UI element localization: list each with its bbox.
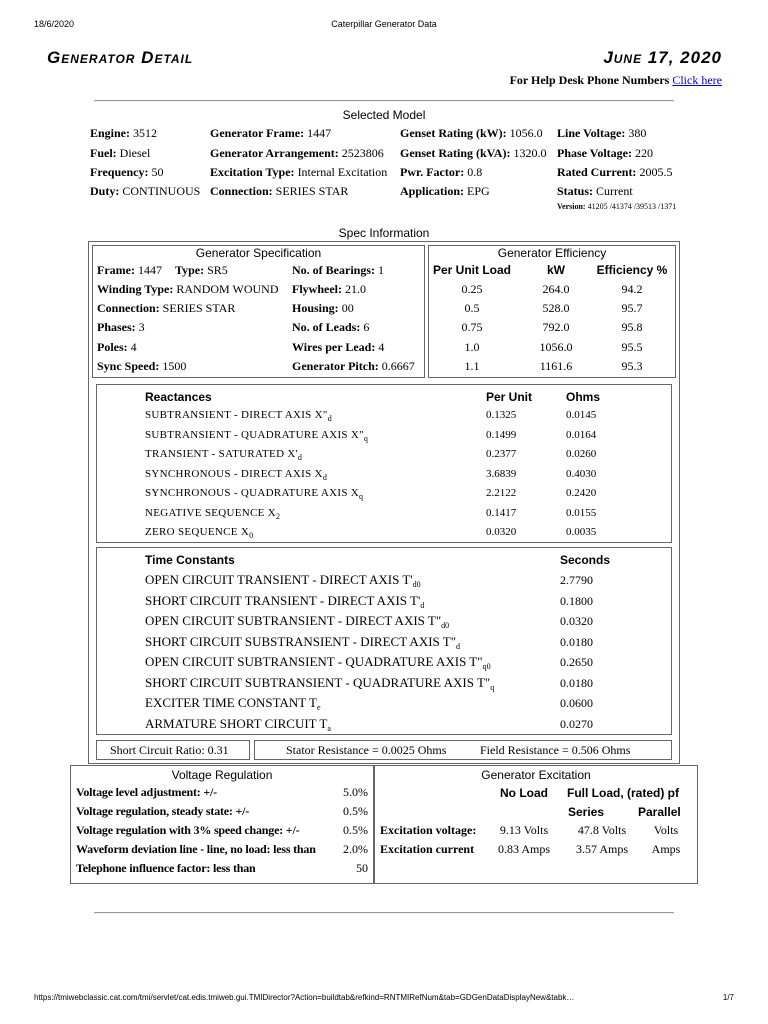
gen-spec-field-label: Generator Pitch:: [292, 359, 379, 373]
voltage-reg-heading: Voltage Regulation: [171, 768, 273, 782]
gen-eff-cell: 0.5: [464, 301, 480, 315]
help-line: [510, 73, 722, 88]
gen-exc-col-series: Series: [568, 805, 605, 819]
print-title: Caterpillar Generator Data: [331, 19, 437, 29]
gen-spec-field: [292, 282, 366, 297]
gen-exc-series: 47.8 Volts: [577, 823, 627, 837]
time-constant-seconds: 0.0320: [560, 614, 593, 628]
gen-spec-field-label: No. of Bearings:: [292, 263, 375, 277]
voltage-reg-label: Voltage regulation, steady state: +/-: [76, 804, 250, 818]
reactance-pu: 0.2377: [486, 448, 517, 460]
reactance-ohms: 0.0145: [566, 409, 597, 421]
short-circuit-ratio: Short Circuit Ratio: 0.31: [110, 743, 229, 757]
time-constant-subscript: d0: [412, 580, 421, 589]
reactance-label: NEGATIVE SEQUENCE X: [145, 506, 276, 519]
gen-spec-field-label: Sync Speed:: [97, 359, 160, 373]
model-field: [557, 126, 646, 141]
model-field: [400, 184, 490, 199]
gen-exc-label: Excitation current: [380, 842, 475, 856]
time-constant-seconds: 0.0180: [560, 675, 593, 690]
gen-exc-noload: 0.83 Amps: [497, 842, 550, 856]
gen-eff-col-header: Efficiency %: [596, 263, 668, 277]
gen-spec-field-value: RANDOM WOUND: [176, 282, 279, 296]
gen-eff-cell: 1056.0: [539, 340, 573, 354]
model-field-label: Generator Frame:: [210, 126, 305, 140]
gen-spec-field: [97, 282, 279, 297]
gen-eff-cell: 792.0: [542, 320, 570, 334]
time-constants-heading: Time Constants: [145, 553, 235, 567]
reactance-subscript: q: [363, 433, 369, 443]
gen-spec-field-value: 00: [341, 301, 354, 315]
model-field-label: Line Voltage:: [557, 126, 626, 140]
time-constant-subscript: d0: [441, 621, 450, 630]
time-constant-subscript: e: [316, 703, 321, 712]
gen-spec-field: [97, 340, 137, 355]
print-date: 18/6/2020: [34, 19, 75, 29]
gen-spec-field: [175, 263, 228, 278]
model-field-value: 2523806: [341, 146, 384, 160]
gen-eff-cell: 1.0: [464, 340, 480, 354]
time-constant-label: OPEN CIRCUIT SUBTRANSIENT - QUADRATURE AXIS T": [145, 654, 483, 669]
reactance-label: SUBTRANSIENT - DIRECT AXIS X": [145, 409, 328, 421]
reactance-name: [145, 507, 280, 519]
gen-eff-cell: 95.7: [621, 301, 643, 315]
time-constant-name: [145, 716, 331, 732]
model-field-value: 0.8: [467, 165, 483, 179]
model-field: [90, 165, 163, 180]
time-constant-name: [145, 593, 424, 609]
gen-spec-field-label: Type:: [175, 263, 205, 277]
gen-exc-col-full: Full Load, (rated) pf: [567, 786, 679, 800]
gen-exc-label: Excitation voltage:: [380, 823, 477, 837]
reactance-pu: 0.0320: [486, 526, 517, 538]
model-field: [400, 146, 546, 161]
page-title: Generator Detail: [47, 48, 194, 67]
model-field-value: Current: [596, 184, 633, 198]
reactance-label: SYNCHRONOUS - QUADRATURE AXIS X: [145, 487, 360, 499]
gen-eff-cell: 95.3: [621, 359, 643, 373]
model-field: [400, 165, 482, 180]
selected-model-heading: Selected Model: [342, 108, 426, 122]
gen-spec-field-value: 4: [378, 340, 385, 354]
model-field-value: 1056.0: [509, 126, 543, 140]
model-field-label: Generator Arrangement:: [210, 146, 339, 160]
gen-exc-parallel: Volts: [653, 823, 679, 837]
time-constant-name: [145, 654, 491, 670]
gen-spec-field-value: 6: [363, 320, 370, 334]
divider-top: [94, 100, 674, 102]
reactances-col-ohms: Ohms: [566, 390, 601, 404]
time-constant-seconds: 0.1800: [560, 593, 593, 608]
gen-eff-cell: 95.5: [621, 340, 643, 354]
gen-eff-cell: 264.0: [542, 282, 570, 296]
gen-spec-field-value: 4: [130, 340, 137, 354]
field-resistance: Field Resistance = 0.506 Ohms: [480, 743, 631, 757]
gen-exc-noload: 9.13 Volts: [499, 823, 549, 837]
reactance-name: [145, 468, 327, 480]
gen-spec-field-label: Poles:: [97, 340, 128, 354]
time-constant-name: [145, 572, 421, 588]
gen-spec-field-label: Phases:: [97, 320, 136, 334]
model-field-label: Genset Rating (kVA):: [400, 146, 511, 160]
time-constant-label: SHORT CIRCUIT SUBSTRANSIENT - DIRECT AXIS T": [145, 633, 457, 649]
gen-spec-field-label: Wires per Lead:: [292, 340, 376, 354]
gen-spec-field-label: Connection:: [97, 301, 160, 315]
model-field-label: Pwr. Factor:: [400, 165, 465, 179]
stator-resistance: Stator Resistance = 0.0025 Ohms: [286, 743, 447, 757]
reactance-subscript: d: [322, 472, 328, 482]
gen-eff-cell: 1.1: [464, 359, 480, 373]
gen-spec-field-label: Winding Type:: [97, 282, 174, 296]
reactance-ohms: 0.0164: [566, 428, 597, 441]
model-field-label: Phase Voltage:: [557, 146, 632, 160]
time-constant-seconds: 0.0180: [560, 634, 593, 649]
model-field-label: Engine:: [90, 126, 131, 140]
page-date: June 17, 2020: [603, 48, 722, 67]
time-constant-label: OPEN CIRCUIT TRANSIENT - DIRECT AXIS T': [145, 572, 413, 587]
model-field: [210, 165, 387, 180]
voltage-reg-value: 0.5%: [343, 823, 368, 837]
reactance-name: [145, 429, 368, 441]
reactance-ohms: 0.0155: [566, 506, 597, 519]
time-constant-name: [145, 675, 494, 691]
time-constant-subscript: a: [327, 723, 331, 733]
gen-eff-cell: 528.0: [542, 301, 570, 315]
gen-spec-field: [292, 320, 369, 335]
gen-exc-series: 3.57 Amps: [575, 842, 628, 856]
model-field-label: Duty:: [90, 184, 120, 198]
model-field: [210, 126, 331, 141]
gen-spec-field: [292, 340, 384, 355]
gen-eff-cell: 94.2: [621, 282, 643, 296]
gen-exc-col-noload: No Load: [500, 786, 548, 800]
model-field-label: Fuel:: [90, 146, 117, 160]
version-info: [557, 202, 677, 212]
spec-info-heading: Spec Information: [338, 226, 430, 240]
time-constant-label: SHORT CIRCUIT SUBTRANSIENT - QUADRATURE AXIS T": [145, 674, 491, 690]
model-field: [557, 165, 672, 180]
gen-exc-col-parallel: Parallel: [638, 805, 681, 819]
model-field: [210, 146, 384, 161]
reactance-pu: 0.1417: [486, 506, 517, 519]
gen-exc-parallel: Amps: [651, 842, 681, 856]
time-constant-label: SHORT CIRCUIT TRANSIENT - DIRECT AXIS T': [145, 592, 421, 608]
time-constant-name: [145, 695, 321, 711]
reactance-pu: 3.6839: [486, 467, 517, 480]
gen-spec-field-value: SR5: [207, 263, 228, 277]
time-constant-seconds: 2.7790: [560, 573, 593, 587]
model-field-value: SERIES STAR: [275, 184, 349, 198]
gen-spec-field-value: 21.0: [345, 282, 366, 296]
time-constant-subscript: d: [420, 600, 425, 610]
gen-eff-col-header: Per Unit Load: [432, 263, 511, 277]
model-field-label: Connection:: [210, 184, 273, 198]
model-field-label: Status:: [557, 184, 594, 198]
voltage-reg-value: 2.0%: [343, 842, 368, 856]
version-label: Version:: [557, 202, 586, 211]
voltage-reg-value: 50: [356, 861, 368, 875]
model-field-value: 220: [635, 146, 653, 160]
time-constant-name: [145, 634, 460, 650]
reactance-subscript: 2: [275, 511, 281, 521]
reactance-ohms: 0.4030: [566, 467, 597, 480]
model-field-value: 380: [628, 126, 647, 140]
model-field: [400, 126, 543, 141]
gen-spec-field: [292, 263, 384, 278]
gen-spec-field-label: Frame:: [97, 263, 135, 277]
model-field: [210, 184, 348, 199]
gen-spec-field: [292, 359, 415, 374]
time-constants-col-sec: Seconds: [560, 553, 611, 567]
print-page: 1/7: [722, 993, 734, 1002]
gen-eff-cell: 1161.6: [539, 359, 573, 373]
time-constant-label: ARMATURE SHORT CIRCUIT T: [145, 715, 328, 731]
help-link[interactable]: Click here: [672, 73, 722, 87]
time-constant-subscript: q: [490, 682, 495, 692]
print-url: https://tmiwebclassic.cat.com/tmi/servlet/cat.edis.tmiweb.gui.TMIDirector?Action=buildtab&refkind=RNTMIRefNum&tab=GDGenDataDisplayNew&tabk…: [34, 993, 575, 1002]
model-field-label: Frequency:: [90, 165, 149, 179]
model-field-value: 3512: [133, 126, 158, 140]
time-constant-label: EXCITER TIME CONSTANT T: [145, 695, 317, 710]
gen-eff-cell: 0.75: [461, 320, 483, 334]
reactance-subscript: d: [327, 414, 332, 423]
model-field-value: 1447: [307, 126, 332, 140]
gen-eff-col-header: kW: [547, 263, 565, 277]
gen-spec-field-label: Housing:: [292, 301, 339, 315]
reactance-label: ZERO SEQUENCE X: [145, 526, 250, 538]
time-constant-label: OPEN CIRCUIT SUBTRANSIENT - DIRECT AXIS T": [145, 613, 442, 628]
model-field-value: Internal Excitation: [297, 165, 388, 179]
gen-spec-field: [292, 301, 354, 316]
reactance-name: [145, 448, 302, 460]
reactance-pu: 0.1499: [486, 428, 517, 441]
gen-spec-field: [97, 301, 235, 316]
reactance-pu: 2.2122: [486, 487, 517, 499]
reactance-name: [145, 409, 332, 421]
model-field-value: 1320.0: [513, 146, 547, 160]
gen-spec-field-value: 1447: [137, 263, 162, 277]
model-field: [90, 184, 200, 199]
time-constant-seconds: 0.0270: [560, 716, 593, 731]
model-field-label: Rated Current:: [557, 165, 637, 179]
gen-spec-field: [97, 359, 186, 374]
gen-exc-heading: Generator Excitation: [481, 768, 591, 782]
time-constant-seconds: 0.2650: [560, 655, 593, 669]
model-field-value: EPG: [467, 184, 490, 198]
model-field-value: Diesel: [119, 146, 151, 160]
model-field-value: CONTINUOUS: [122, 184, 201, 198]
model-field-label: Application:: [400, 184, 465, 198]
time-constant-seconds: 0.0600: [560, 696, 593, 710]
reactance-name: [145, 526, 253, 538]
reactance-ohms: 0.0035: [566, 526, 597, 538]
model-field: [90, 146, 150, 161]
reactance-subscript: d: [297, 453, 303, 462]
gen-spec-field-value: 0.6667: [381, 359, 415, 373]
time-constant-subscript: q0: [482, 662, 491, 671]
gen-spec-field-value: 1500: [162, 359, 187, 373]
gen-spec-field-value: SERIES STAR: [162, 301, 236, 315]
time-constant-name: [145, 613, 449, 629]
model-field: [557, 146, 653, 161]
voltage-reg-label: Waveform deviation line - line, no load: less than: [76, 842, 316, 856]
reactance-ohms: 0.2420: [566, 487, 597, 499]
reactance-pu: 0.1325: [486, 409, 517, 421]
gen-eff-heading: Generator Efficiency: [497, 246, 607, 260]
reactance-label: SYNCHRONOUS - DIRECT AXIS X: [145, 467, 323, 480]
reactances-col-pu: Per Unit: [486, 390, 533, 404]
reactance-label: TRANSIENT - SATURATED X': [145, 448, 298, 460]
voltage-reg-label: Voltage level adjustment: +/-: [76, 785, 217, 799]
reactance-subscript: q: [359, 492, 364, 501]
gen-spec-field-label: No. of Leads:: [292, 320, 361, 334]
model-field-value: 2005.5: [639, 165, 673, 179]
reactance-subscript: 0: [249, 531, 254, 540]
gen-eff-cell: 95.8: [621, 320, 643, 334]
reactance-ohms: 0.0260: [566, 448, 597, 460]
voltage-reg-label: Telephone influence factor: less than: [76, 861, 256, 875]
voltage-reg-value: 0.5%: [343, 804, 368, 818]
gen-spec-field: [97, 263, 162, 278]
time-constant-subscript: d: [456, 641, 461, 651]
divider-bottom: [94, 912, 674, 914]
reactance-label: SUBTRANSIENT - QUADRATURE AXIS X": [145, 428, 364, 441]
reactance-name: [145, 487, 363, 499]
help-text: For Help Desk Phone Numbers: [509, 73, 670, 87]
version-value: 41205 /41374 /39513 /1371: [587, 202, 677, 211]
gen-spec-field: [97, 320, 145, 335]
gen-spec-field-label: Flywheel:: [292, 282, 342, 296]
gen-eff-cell: 0.25: [461, 282, 483, 296]
model-field-value: 50: [151, 165, 164, 179]
reactances-box: [96, 384, 672, 543]
model-field: [557, 184, 633, 199]
reactances-heading: Reactances: [145, 390, 212, 404]
model-field-label: Genset Rating (kW):: [400, 126, 507, 140]
model-field: [90, 126, 157, 141]
gen-spec-field-value: 1: [378, 263, 384, 277]
gen-spec-heading: Generator Specification: [195, 246, 322, 260]
voltage-reg-label: Voltage regulation with 3% speed change: +/-: [76, 823, 300, 837]
voltage-reg-value: 5.0%: [343, 785, 368, 799]
gen-spec-field-value: 3: [138, 320, 145, 334]
model-field-label: Excitation Type:: [210, 165, 295, 179]
